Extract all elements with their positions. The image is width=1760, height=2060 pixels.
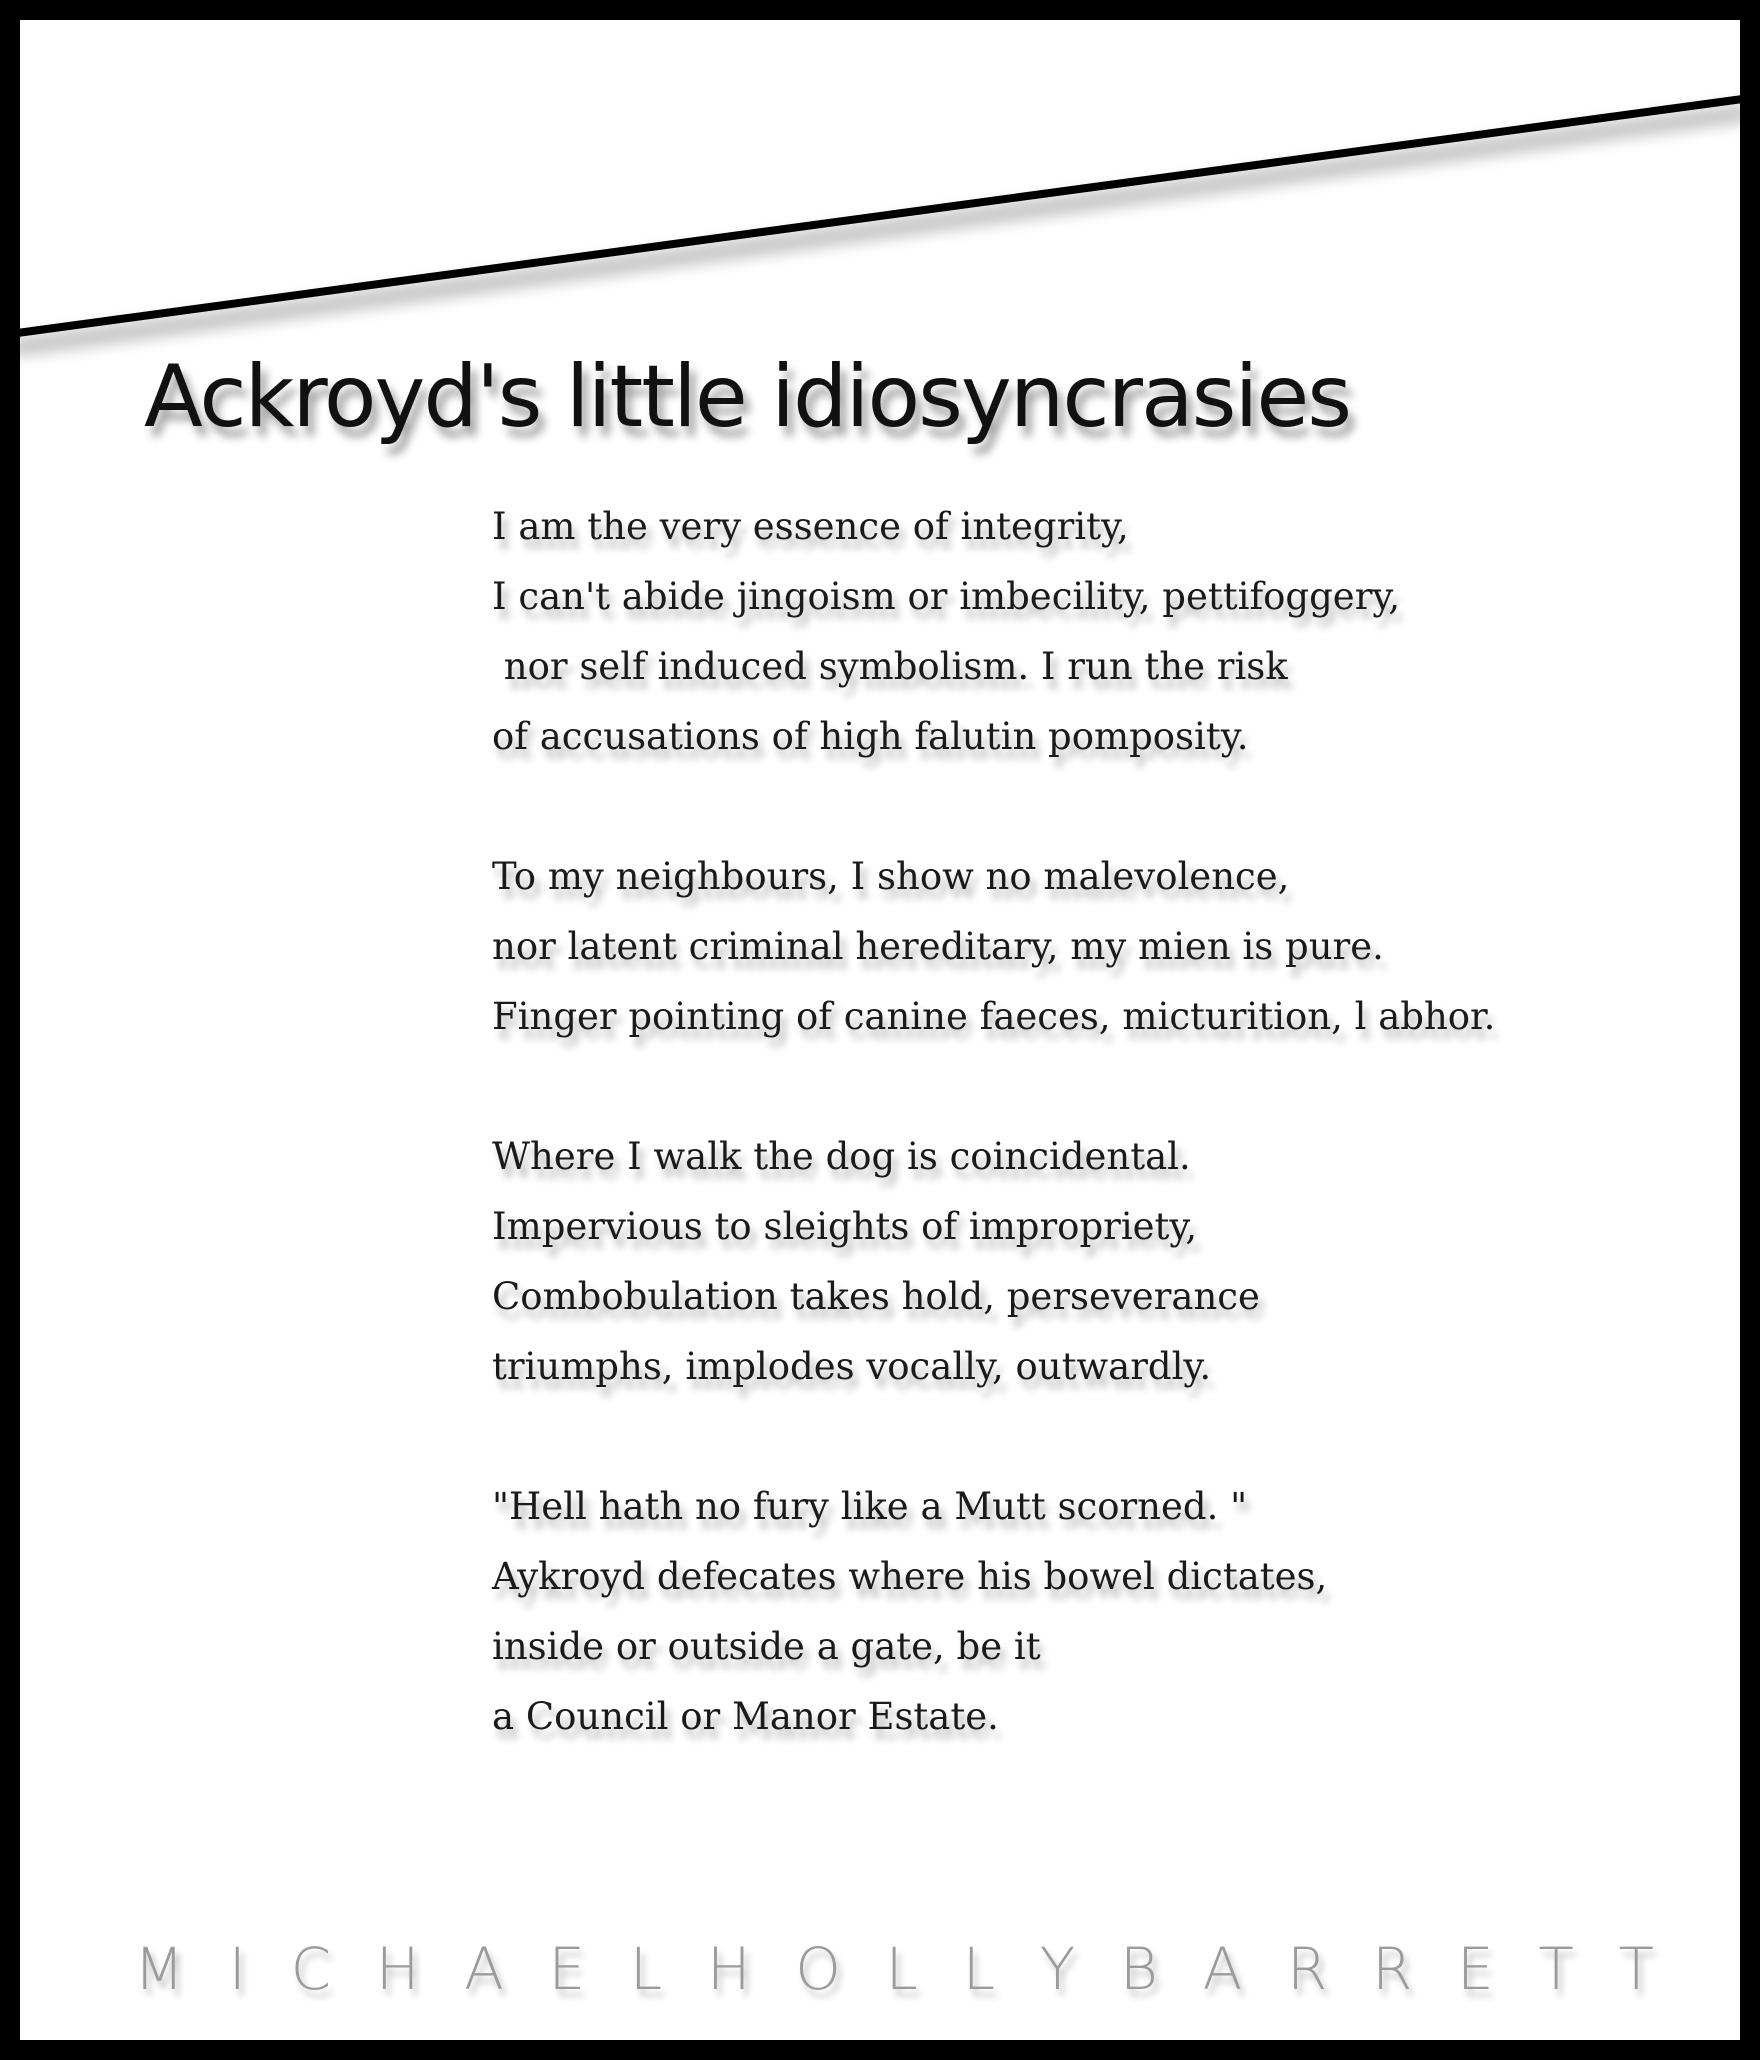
- poem-line: Finger pointing of canine faeces, micturition, l abhor.: [492, 995, 1496, 1038]
- poem-line: nor latent criminal hereditary, my mien is pure.: [492, 925, 1384, 968]
- stanza-3: [492, 1122, 1722, 1402]
- poem-line: nor self induced symbolism. I run the risk: [492, 645, 1288, 688]
- poem-line: Aykroyd defecates where his bowel dictates,: [492, 1555, 1328, 1598]
- poem-page: [20, 20, 1740, 2040]
- poem-line: I can't abide jingoism or imbecility, pettifoggery,: [492, 575, 1401, 618]
- poem-line: of accusations of high falutin pomposity.: [492, 715, 1249, 758]
- poem-line: a Council or Manor Estate.: [492, 1695, 999, 1738]
- author-name: M I C H A E L H O L L Y B A R R E T T: [134, 1935, 1654, 2003]
- poem-line: inside or outside a gate, be it: [492, 1625, 1041, 1668]
- poem-line: Combobulation takes hold, perseverance: [492, 1275, 1260, 1318]
- poem-title: Ackroyd's little idiosyncrasies: [144, 347, 1351, 447]
- poem-line: triumphs, implodes vocally, outwardly.: [492, 1345, 1212, 1388]
- poem-line: I am the very essence of integrity,: [492, 505, 1129, 548]
- stanza-2: [492, 842, 1722, 1052]
- poem-line: To my neighbours, I show no malevolence,: [492, 855, 1290, 898]
- poem-line: "Hell hath no fury like a Mutt scorned. ": [492, 1485, 1248, 1528]
- stanza-1: [492, 492, 1722, 772]
- stanza-4: [492, 1472, 1722, 1752]
- poem-body: [492, 492, 1722, 1822]
- poem-line: Impervious to sleights of impropriety,: [492, 1205, 1198, 1248]
- poem-line: Where I walk the dog is coincidental.: [492, 1135, 1191, 1178]
